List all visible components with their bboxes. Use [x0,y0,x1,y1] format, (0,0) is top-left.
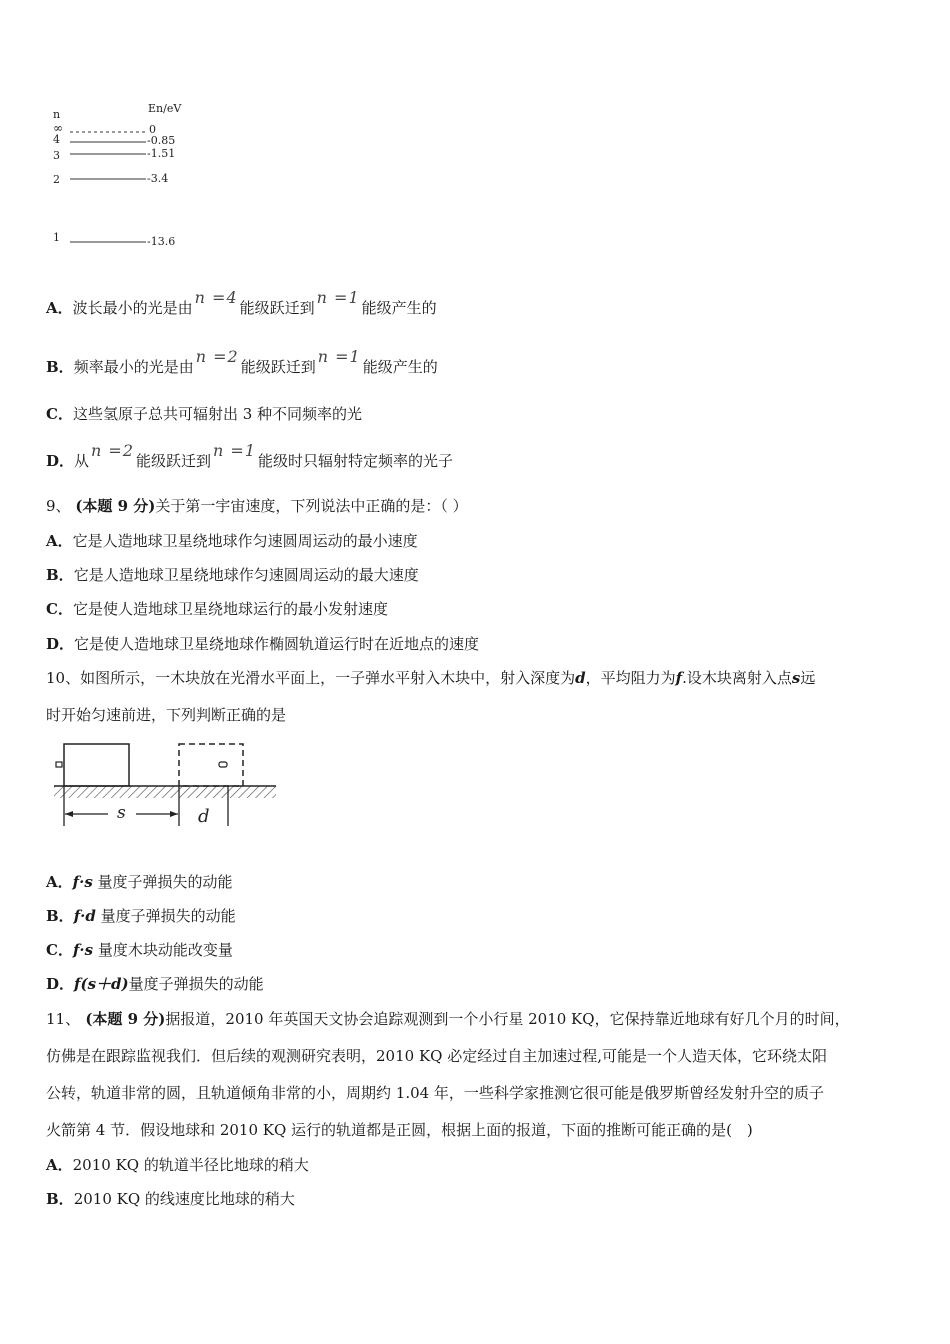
q11-option-a: A．2010 KQ 的轨道半径比地球的稍大 [46,1156,309,1174]
math-n1: n =1 [213,441,257,460]
question-number: 10、 [46,669,81,687]
option-label: A． [46,532,73,550]
option-label: A． [46,299,73,317]
q11-option-b: B．2010 KQ 的线速度比地球的稍大 [46,1190,295,1208]
level-e-inf: 0 [149,123,156,136]
block-initial [64,744,129,786]
q10-stem-line1: 10、如图所示，一木块放在光滑水平面上，一子弹水平射入木块中，射入深度为d，平均阻力为f.设木块离射入点s远 [46,669,816,687]
option-label: A． [46,1156,73,1174]
energy-axis-label: En/eV [148,102,182,115]
var-s: s [791,669,801,687]
energy-level-diagram [48,100,198,252]
var-d: d [575,669,586,687]
q8-option-d: D．从n =2能级跃迁到n =1能级时只辐射特定频率的光子 [46,441,454,470]
option-expr: f·s [72,873,93,891]
level-n-2: 2 [53,173,60,186]
level-e-3: -1.51 [147,147,176,160]
q11-stem-line3: 公转，轨道非常的圆，且轨道倾角非常的小，周期约 1.04 年，一些科学家推测它很可能是俄罗斯曾经发射升空的质子 [46,1084,824,1102]
option-label: A． [46,873,73,891]
option-label: B． [46,907,74,925]
label-d: d [198,806,210,827]
question-number: 9、 [46,497,71,515]
option-label: D． [46,452,75,470]
bullet-block-figure [50,740,282,830]
bullet-embedded [219,762,227,767]
q8-option-b: B．频率最小的光是由n =2能级跃迁到n =1能级产生的 [46,347,438,376]
q11-stem-line2: 仿佛是在跟踪监视我们．但后续的观测研究表明，2010 KQ 必定经过自主加速过程,可能是一个人造天体，它环绕太阳 [46,1047,827,1065]
level-n-4: 4 [53,133,60,146]
level-n-inf: ∞ [53,121,63,135]
q11-stem-line1: 11、 (本题 9 分)据报道，2010 年英国天文协会追踪观测到一个小行星 2010 KQ，它保持靠近地球有好几个月的时间， [46,1010,850,1028]
option-label: D． [46,975,75,993]
q9-stem: 9、 (本题 9 分)关于第一宇宙速度，下列说法中正确的是：（ ） [46,497,468,515]
block-final-dashed [179,744,243,786]
q9-option-a: A．它是人造地球卫星绕地球作匀速圆周运动的最小速度 [46,532,418,550]
option-label: C． [46,600,73,618]
q10-option-c: C．f·s 量度木块动能改变量 [46,941,233,959]
option-label: B． [46,566,74,584]
level-e-2: -3.4 [147,172,169,185]
option-label: C． [46,405,73,423]
var-f: f [675,669,683,687]
q10-stem-line2: 时开始匀速前进，下列判断正确的是 [46,706,287,724]
option-label: D． [46,635,75,653]
bullet-initial [56,762,62,767]
option-expr: f·s [72,941,94,959]
option-label: C． [46,941,73,959]
level-e-1: -13.6 [147,235,176,248]
level-n-1: 1 [53,231,60,244]
math-n2: n =2 [195,347,239,366]
option-label: B． [46,358,74,376]
question-points: (本题 9 分) [75,497,156,515]
q10-option-d: D．f(s＋d)量度子弹损失的动能 [46,975,264,993]
q8-option-c: C．这些氢原子总共可辐射出 3 种不同频率的光 [46,405,363,423]
math-n1: n =1 [316,288,360,307]
option-expr: f·d [73,907,96,925]
n-axis-label: n [53,108,61,121]
level-n-3: 3 [53,149,60,162]
question-points: (本题 9 分) [80,1010,166,1028]
option-label: B． [46,1190,74,1208]
level-e-4: -0.85 [147,134,176,147]
math-n2: n =2 [91,441,135,460]
q10-option-b: B．f·d 量度子弹损失的动能 [46,907,236,925]
q9-option-d: D．它是使人造地球卫星绕地球作椭圆轨道运行时在近地点的速度 [46,635,480,653]
question-number: 11、 [46,1010,81,1028]
q9-option-c: C．它是使人造地球卫星绕地球运行的最小发射速度 [46,600,388,618]
q11-stem-line4: 火箭第 4 节．假设地球和 2010 KQ 运行的轨道都是正圆，根据上面的报道，下面的推断可能正确的是( ) [46,1121,753,1139]
option-expr: f(s＋d) [74,975,129,993]
q8-option-a: A．波长最小的光是由n =4能级跃迁到n =1能级产生的 [46,288,437,317]
q9-option-b: B．它是人造地球卫星绕地球作匀速圆周运动的最大速度 [46,566,419,584]
math-n4: n =4 [194,288,238,307]
q10-option-a: A．f·s 量度子弹损失的动能 [46,873,233,891]
math-n1: n =1 [317,347,361,366]
ground-hatch [54,786,276,798]
label-s: s [117,803,126,823]
